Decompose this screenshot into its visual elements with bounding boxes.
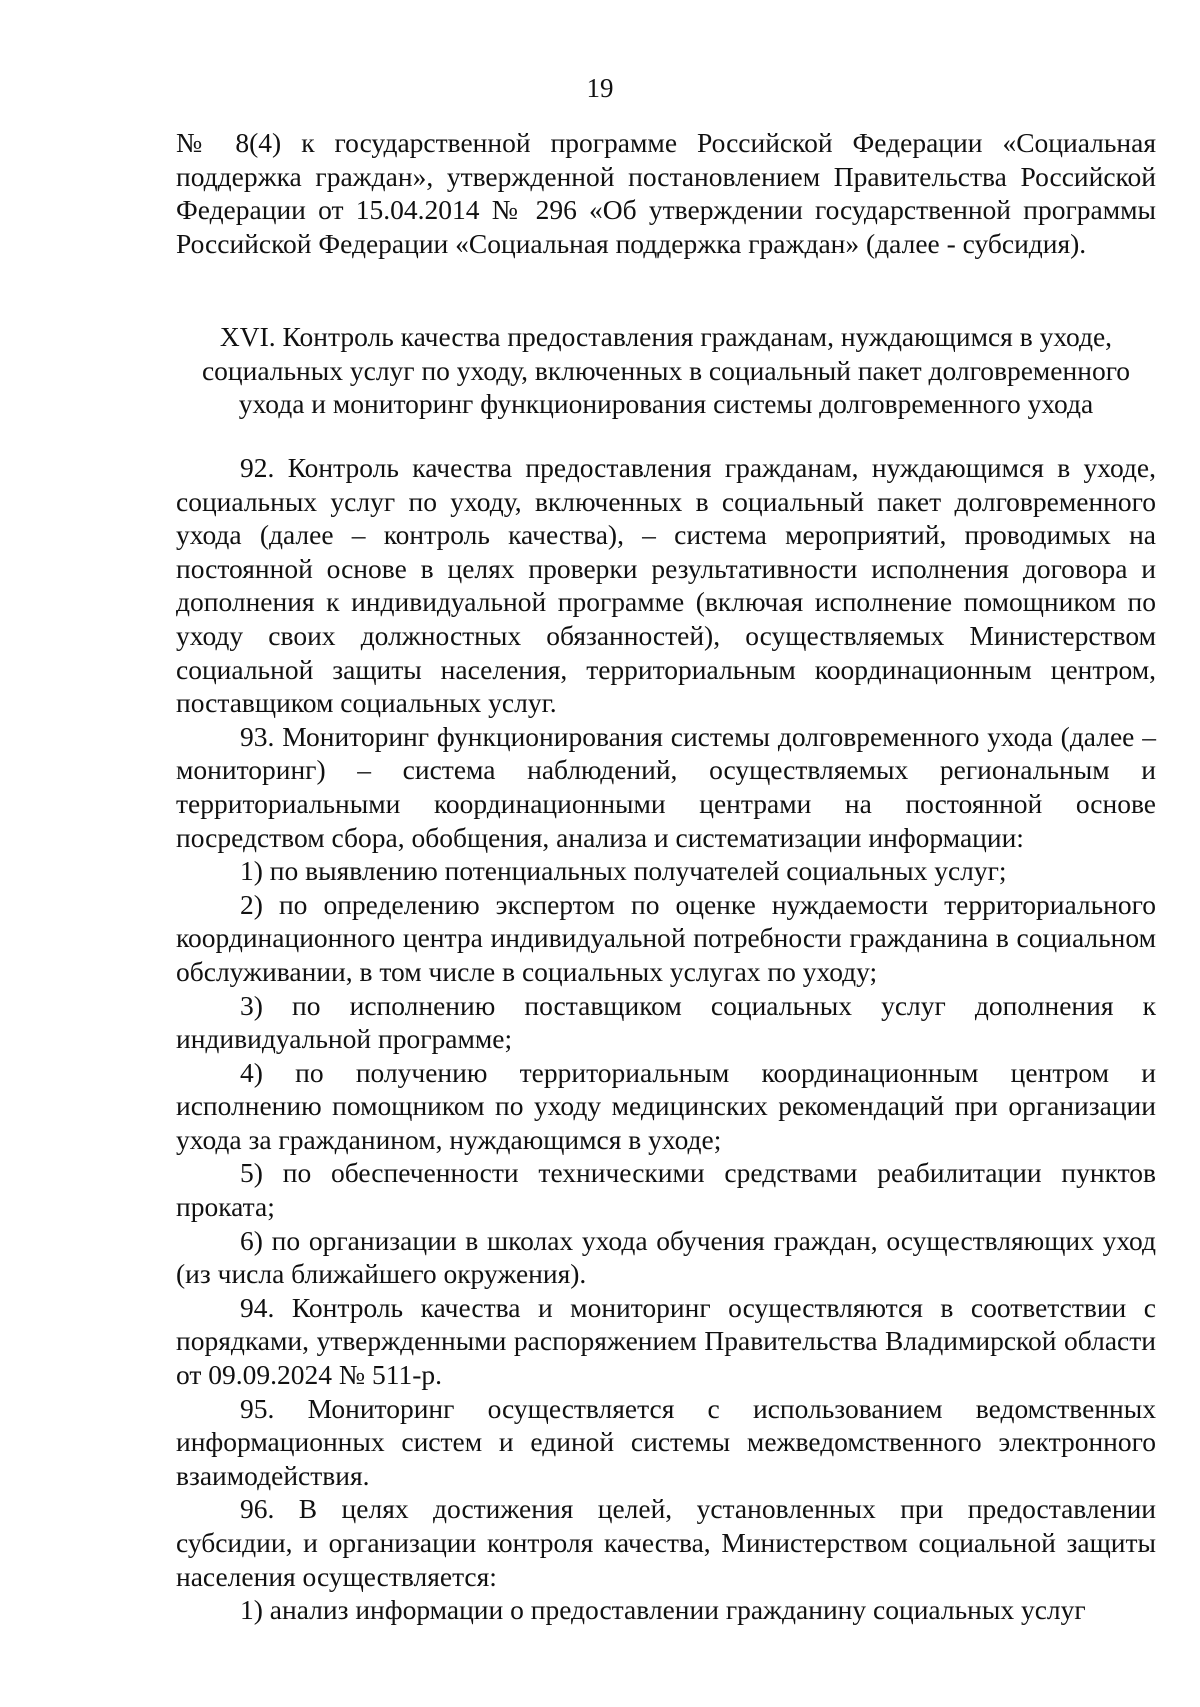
section-heading-line: XVI. Контроль качества предоставления гражданам, нуждающимся в уходе,: [219, 321, 1113, 352]
list-item: 1) по выявлению потенциальных получателей социальных услуг;: [240, 855, 1007, 887]
intro-block: [176, 126, 1156, 260]
list-item: 5) по обеспеченности техническими средствами реабилитации пунктов проката;: [176, 1157, 1156, 1223]
paragraph-92: 92. Контроль качества предоставления гражданам, нуждающимся в уходе, социальных услуг по уходу, включенных в социальный пакет долговременного ухода (далее – контроль качества), – система мероприятий, проводимых на постоянной основе в целях проверки результативности исполнения договора и дополнения к индивидуальной программе (включая исполнение помощником по уходу своих должностных обязанностей), осуществляемых Министерством социальной защиты населения, территориальным координационным центром, поставщиком социальных услуг.: [176, 452, 1156, 719]
paragraph-93: 93. Мониторинг функционирования системы долговременного ухода (далее – мониторинг) – система наблюдений, осуществляемых региональным и территориальными координационными центрами на постоянной основе посредством сбора, обобщения, анализа и систематизации информации:: [176, 720, 1156, 853]
section-body: [176, 451, 1156, 1627]
list-item: 3) по исполнению поставщиком социальных услуг дополнения к индивидуальной программе;: [176, 989, 1156, 1055]
section-heading-line: ухода и мониторинг функционирования системы долговременного ухода: [238, 388, 1094, 420]
paragraph-95: 95. Мониторинг осуществляется с использованием ведомственных информационных систем и единой системы межведомственного электронного взаимодействия.: [176, 1392, 1156, 1491]
list-item: 1) анализ информации о предоставлении гражданину социальных услуг: [240, 1594, 1086, 1626]
list-item: 6) по организации в школах ухода обучения граждан, осуществляющих уход (из числа ближайшего окружения).: [176, 1224, 1156, 1290]
list-item: 2) по определению экспертом по оценке нуждаемости территориального координационного центра индивидуальной потребности гражданина в социальном обслуживании, в том числе в социальных услугах по уходу;: [176, 888, 1156, 987]
section-heading: [160, 320, 1172, 421]
list-item: 4) по получению территориальным координационным центром и исполнению помощником по уходу медицинских рекомендаций при организации ухода за гражданином, нуждающимся в уходе;: [176, 1056, 1156, 1155]
paragraph-96: 96. В целях достижения целей, установленных при предоставлении субсидии, и организации контроля качества, Министерством социальной защиты населения осуществляется:: [176, 1493, 1156, 1592]
section-heading-line: социальных услуг по уходу, включенных в социальный пакет долговременного: [201, 354, 1131, 386]
paragraph-94: 94. Контроль качества и мониторинг осуществляются в соответствии с порядками, утвержденными распоряжением Правительства Владимирской области от 09.09.2024 № 511-р.: [176, 1291, 1156, 1391]
intro-paragraph: № 8(4) к государственной программе Российской Федерации «Социальная поддержка граждан», утвержденной постановлением Правительства Российской Федерации от 15.04.2014 № 296 «Об утверждении государственной программы Российской Федерации «Социальная поддержка граждан» (далее - субсидия).: [176, 127, 1156, 259]
page-number: 19: [586, 73, 614, 103]
